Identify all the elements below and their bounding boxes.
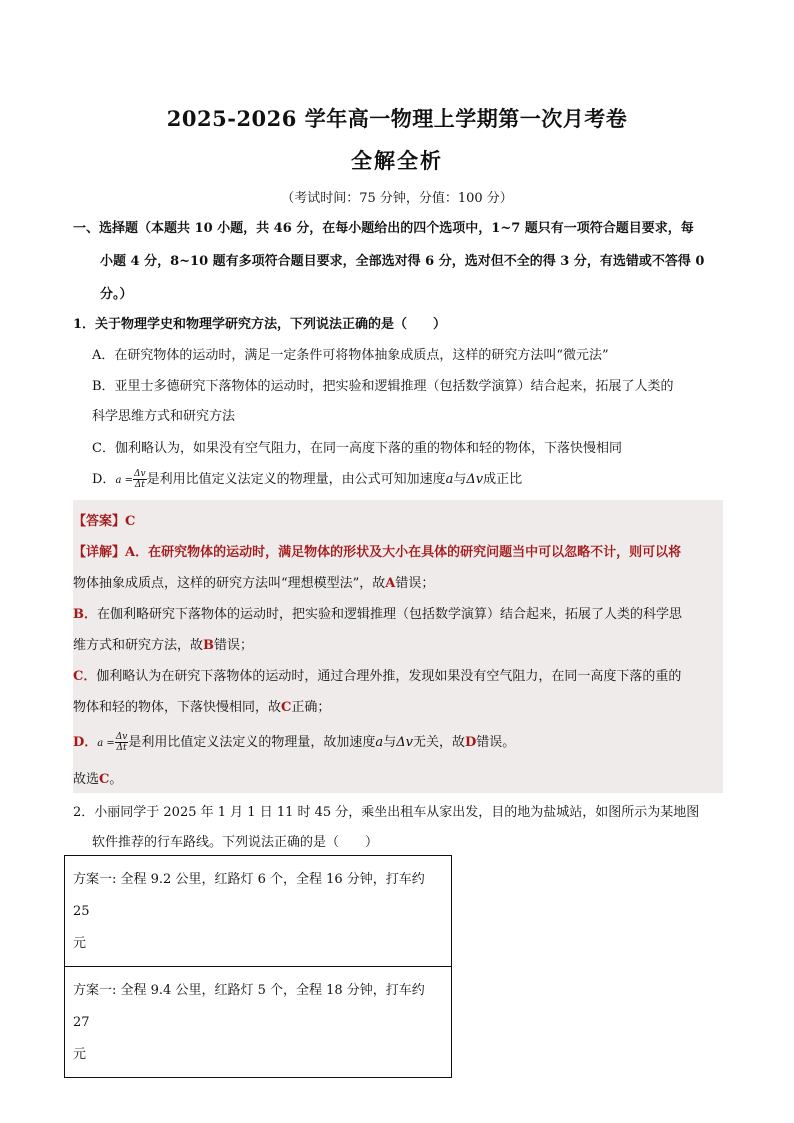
detail-label: 【详解】 [73, 545, 126, 560]
route-plan-1-line1: 方案一: 全程 9.2 公里，红路灯 6 个，全程 16 分钟，打车约 25 [73, 872, 425, 919]
route-plan-2-line1: 方案一: 全程 9.4 公里，红路灯 5 个，全程 18 分钟，打车约 27 [73, 983, 425, 1030]
detail-line-7 [73, 731, 515, 753]
detail-b-letter-2: B [203, 638, 215, 653]
detail-line-2 [73, 572, 434, 591]
conclusion-pre: 故选 [73, 772, 100, 787]
detail-var-a: a [375, 735, 384, 750]
question-1-option-b-line1: B．亚里士多德研究下落物体的运动时，把实验和逻辑推理（包括数学演算）结合起来，拓展了人类的 [92, 379, 674, 394]
question-2-stem-line1: 2．小丽同学于 2025 年 1 月 1 日 11 时 45 分，乘坐出租车从家出发，目的地为盐城站，如图所示为某地图 [73, 805, 700, 820]
route-plan-1 [65, 856, 451, 967]
question-1-option-d [92, 468, 522, 490]
detail-d-text-3: 无关，故 [412, 735, 465, 750]
section-line-2: 小题 4 分，8~10 题有多项符合题目要求，全部选对得 6 分，选对但不全的得 3 分，有选错或不答得 0 [100, 254, 705, 269]
answer-value: C [125, 514, 136, 529]
detail-c-letter: C． [73, 669, 97, 684]
answer-label: 【答案】 [73, 514, 126, 529]
formula-denominator: Δt [134, 480, 145, 490]
detail-formula-denominator: Δt [116, 743, 127, 753]
conclusion-post: 。 [109, 772, 123, 787]
detail-b-letter: B． [73, 607, 97, 622]
detail-d-text: 是利用比值定义法定义的物理量，故加速度 [128, 735, 376, 750]
detail-a-letter: A [385, 576, 396, 591]
section-line-3: 分。） [100, 287, 133, 302]
question-1-option-c: C．伽利略认为，如果没有空气阻力，在同一高度下落的重的物体和轻的物体，下落快慢相同 [92, 441, 622, 456]
page-title: 2025-2026 学年高一物理上学期第一次月考卷 [166, 106, 628, 131]
var-delta-v: Δv [466, 472, 484, 487]
detail-c-post: 正确； [291, 700, 331, 715]
detail-line-5 [73, 665, 681, 684]
route-plan-1-line2: 元 [73, 936, 87, 951]
question-2-stem-line2: 软件推荐的行车路线。下列说法正确的是（ ） [92, 835, 379, 850]
route-plan-2 [65, 967, 451, 1077]
detail-c-text: 伽利略认为在研究下落物体的运动时，通过合理外推，发现如果没有空气阻力，在同一高度下落的重的 [96, 669, 682, 684]
var-a: a [445, 472, 454, 487]
detail-b-post: 错误； [214, 638, 254, 653]
detail-formula-numerator: Δv [115, 732, 128, 742]
detail-c-letter-2: C [281, 700, 292, 715]
question-1-option-a: A．在研究物体的运动时，满足一定条件可将物体抽象成质点，这样的研究方法叫“微元法” [92, 348, 609, 363]
section-instructions [73, 212, 728, 311]
formula-numerator: Δv [133, 469, 146, 479]
formula-a-lhs: a = [115, 475, 133, 486]
option-d-text-2: 与 [453, 472, 467, 487]
route-plan-2-line2: 元 [73, 1047, 87, 1062]
option-d-text-3: 成正比 [483, 472, 523, 487]
detail-line-4 [73, 634, 253, 653]
conclusion-line [73, 768, 122, 787]
route-plans-table [64, 855, 452, 1078]
detail-d-text-4: 错误。 [476, 735, 516, 750]
detail-a-post: 错误； [395, 576, 435, 591]
section-line-1: 一、选择题（本题共 10 小题，共 46 分，在每小题给出的四个选项中，1~7 题只有一项符合题目要求，每 [73, 221, 694, 236]
detail-formula-fraction [115, 732, 129, 753]
answer-line [73, 510, 135, 529]
detail-line-1 [73, 541, 681, 560]
detail-a-text: A．在研究物体的运动时，满足物体的形状及大小在具体的研究问题当中可以忽略不计，则可以将 [125, 545, 682, 560]
detail-line-3 [73, 603, 682, 622]
question-1-stem: 1．关于物理学史和物理学研究方法，下列说法正确的是（ ） [73, 317, 447, 332]
detail-d-letter-2: D [464, 735, 477, 750]
option-d-text: 是利用比值定义法定义的物理量，由公式可知加速度 [146, 472, 446, 487]
detail-d-letter: D． [73, 735, 98, 750]
detail-line-6 [73, 696, 330, 715]
detail-c-text-2: 物体和轻的物体，下落快慢相同，故 [73, 700, 282, 715]
question-1-option-b-line2: 科学思维方式和研究方法 [92, 409, 236, 424]
detail-a-text-2: 物体抽象成质点，这样的研究方法叫“理想模型法”，故 [73, 576, 386, 591]
conclusion-letter: C [99, 772, 110, 787]
detail-b-text-2: 维方式和研究方法，故 [73, 638, 204, 653]
detail-var-delta-v: Δv [396, 735, 413, 750]
page-subtitle: 全解全析 [351, 148, 443, 173]
formula-fraction [133, 469, 147, 490]
exam-info: （考试时间：75 分钟，分值：100 分） [281, 191, 513, 206]
option-d-label: D． [92, 472, 116, 487]
detail-formula-lhs: a = [97, 738, 115, 749]
detail-b-text: 在伽利略研究下落物体的运动时，把实验和逻辑推理（包括数学演算）结合起来，拓展了人类的科学思 [97, 607, 683, 622]
detail-d-text-2: 与 [383, 735, 397, 750]
